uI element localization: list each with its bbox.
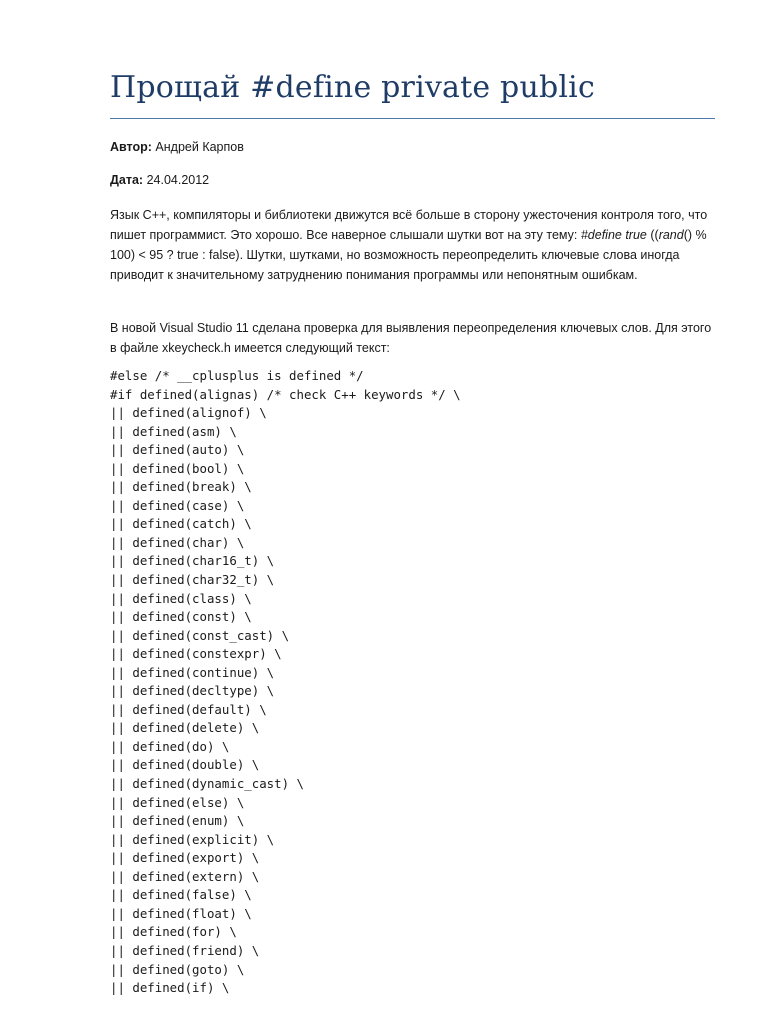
code-line: || defined(auto) \ — [110, 442, 245, 458]
code-line: || defined(float) \ — [110, 905, 252, 921]
code-line: || defined(break) \ — [110, 479, 252, 495]
code-line: || defined(dynamic_cast) \ — [110, 776, 304, 792]
code-line: || defined(alignof) \ — [110, 405, 267, 421]
code-line: || defined(export) \ — [110, 850, 260, 866]
code-line: || defined(const) \ — [110, 609, 252, 625]
date-label: Дата: — [110, 173, 144, 187]
intro-text-c: (( — [646, 228, 659, 242]
code-line: || defined(char16_t) \ — [110, 553, 275, 569]
intro-define-true: #define true — [580, 228, 647, 242]
date-line — [110, 173, 209, 187]
intro-paragraph — [110, 205, 720, 285]
title-divider — [110, 118, 715, 119]
intro-text-a: Язык C++, компиляторы и библиотеки движутся всё больше в сторону ужесточения контроля того, что пишет программист. Это хорошо. Все наверное слышали шутки вот на эту тему: — [110, 208, 708, 242]
vs11-paragraph: В новой Visual Studio 11 сделана проверка для выявления переопределения ключевых слов. Для этого в файле xkeycheck.h имеется следующий текст: — [110, 321, 712, 355]
code-line: || defined(asm) \ — [110, 423, 237, 439]
code-line: || defined(bool) \ — [110, 460, 245, 476]
code-line: || defined(catch) \ — [110, 516, 252, 532]
code-line: || defined(continue) \ — [110, 664, 275, 680]
code-line: || defined(constexpr) \ — [110, 646, 282, 662]
code-line: || defined(false) \ — [110, 887, 252, 903]
code-listing — [110, 367, 461, 998]
code-line: || defined(class) \ — [110, 590, 252, 606]
intro-text-e: () % 100) < 95 ? true : false). Шутки, шутками, но возможность переопределить ключевые слова иногда приводит к значительному затруднению понимания программы или непонятным ошибкам. — [110, 228, 707, 282]
code-line: || defined(else) \ — [110, 794, 245, 810]
intro-rand: rand — [658, 228, 684, 242]
code-line: || defined(default) \ — [110, 701, 267, 717]
code-line: || defined(char) \ — [110, 534, 245, 550]
code-line: || defined(goto) \ — [110, 961, 245, 977]
code-line: #else /* __cplusplus is defined */ — [110, 368, 364, 383]
author-label: Автор: — [110, 140, 152, 154]
code-line: || defined(if) \ — [110, 980, 230, 996]
code-line: || defined(case) \ — [110, 497, 245, 513]
date-value: 24.04.2012 — [146, 173, 210, 187]
code-line: #if defined(alignas) /* check C++ keywords */ \ — [110, 386, 461, 402]
code-line: || defined(double) \ — [110, 757, 260, 773]
code-line: || defined(friend) \ — [110, 942, 260, 958]
code-line: || defined(char32_t) \ — [110, 572, 275, 588]
code-line: || defined(decltype) \ — [110, 683, 275, 699]
author-line — [110, 140, 244, 154]
author-name: Андрей Карпов — [155, 140, 244, 154]
page-title: Прощай #define private public — [110, 70, 595, 105]
code-line: || defined(delete) \ — [110, 720, 260, 736]
code-line: || defined(extern) \ — [110, 868, 260, 884]
code-line: || defined(explicit) \ — [110, 831, 275, 847]
code-line: || defined(const_cast) \ — [110, 627, 290, 643]
code-line: || defined(do) \ — [110, 738, 230, 754]
code-line: || defined(enum) \ — [110, 813, 245, 829]
code-line: || defined(for) \ — [110, 924, 237, 940]
